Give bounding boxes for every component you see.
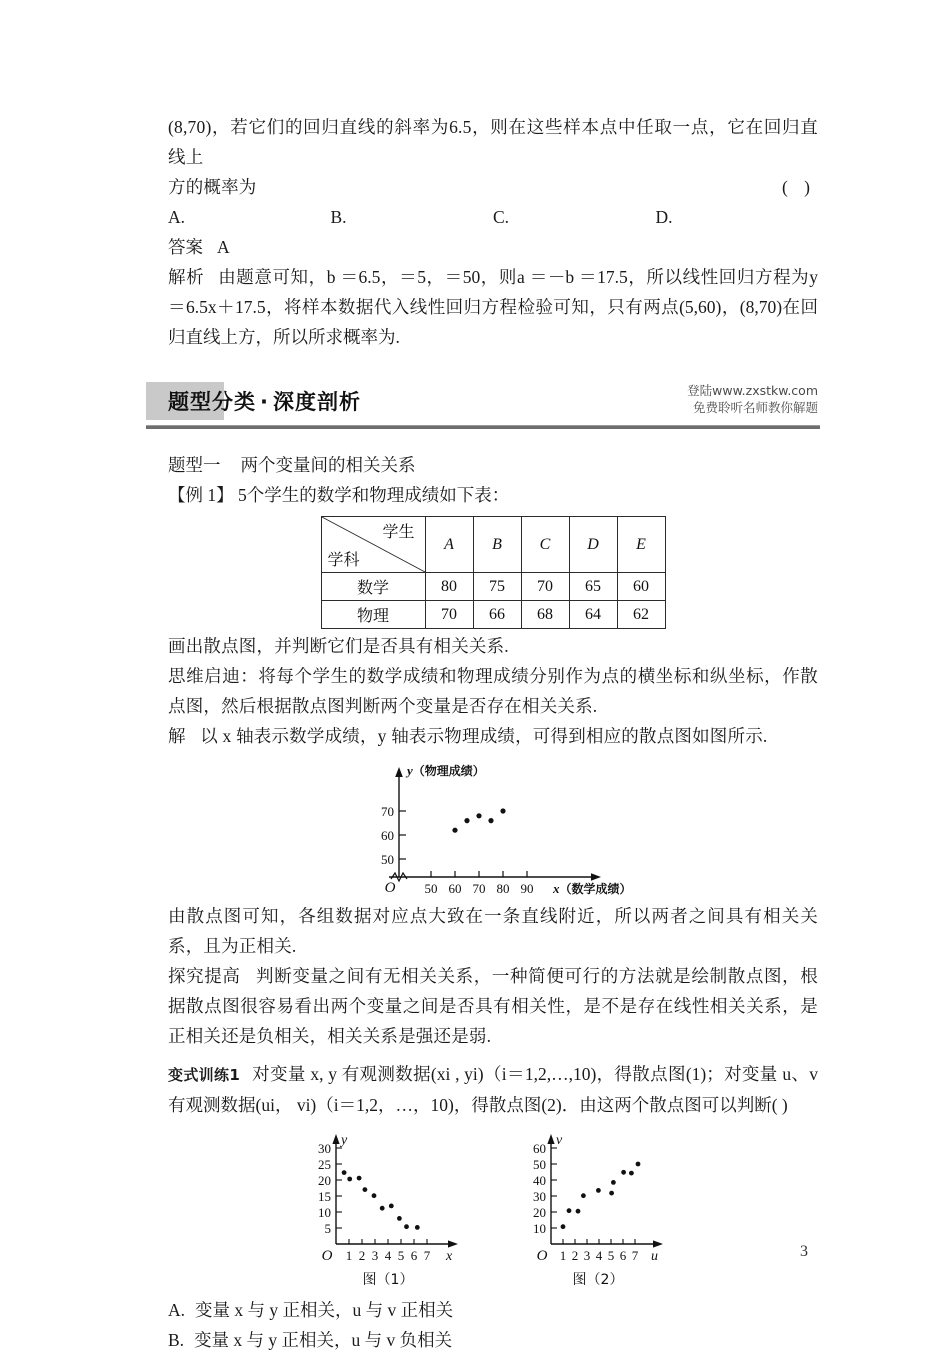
figure-scores-scatter (168, 759, 818, 899)
table-cell-phys-b: 66 (473, 601, 521, 629)
data-point (621, 1170, 626, 1175)
thinking-hint-label: 思维启迪： (168, 666, 259, 686)
solution-line (168, 721, 818, 751)
table-row-label-physics: 物理 (321, 601, 425, 629)
xtick-7: 7 (631, 1248, 639, 1263)
variant-training-tag: 变式训练1 (168, 1066, 240, 1084)
origin-label: O (321, 1248, 333, 1264)
option-a[interactable]: A. (168, 207, 186, 227)
option-d[interactable]: D. (655, 207, 673, 227)
table-cell-math-c: 70 (521, 573, 569, 601)
question-stem-line2 (168, 172, 818, 202)
banner-title-sub: 深度剖析 (272, 390, 361, 414)
table-row (321, 573, 665, 601)
xtick-7: 7 (423, 1248, 431, 1263)
data-point (609, 1191, 614, 1196)
data-point (636, 1162, 641, 1167)
table-col-header-4: E (617, 517, 665, 573)
table-corner-cell (321, 517, 425, 573)
table-col-header-1: B (473, 517, 521, 573)
xtick-4: 4 (595, 1248, 603, 1263)
option-c[interactable]: C. (493, 207, 510, 227)
data-point (464, 818, 469, 823)
data-point (397, 1216, 402, 1221)
ytick-20: 20 (533, 1205, 546, 1220)
xtick-90: 90 (520, 881, 534, 896)
table-col-header-0: A (425, 517, 473, 573)
data-point (372, 1193, 377, 1198)
table-corner-bottom-left: 学科 (327, 552, 360, 569)
x-axis-title: x（数学成绩） (553, 881, 632, 896)
table-row (321, 601, 665, 629)
ytick-50: 50 (533, 1157, 546, 1172)
xtick-3: 3 (583, 1248, 591, 1263)
page-content (168, 112, 818, 1355)
table-cell-math-e: 60 (617, 573, 665, 601)
example-text: 5个学生的数学和物理成绩如下表： (238, 485, 510, 505)
ytick-25: 25 (318, 1157, 331, 1172)
variant-choices (168, 1295, 818, 1355)
xtick-5: 5 (607, 1248, 615, 1263)
watermark (687, 382, 818, 416)
table-col-header-3: D (569, 517, 617, 573)
xtick-70: 70 (472, 881, 486, 896)
example-label: 【例 1】 (168, 485, 234, 505)
ytick-10: 10 (318, 1205, 331, 1220)
data-point (347, 1177, 352, 1182)
data-point (488, 818, 493, 823)
ytick-5: 5 (324, 1221, 331, 1236)
question-stem-line2-text: 方的概率为 (168, 177, 257, 197)
ytick-50: 50 (381, 852, 394, 867)
explore-text: 判断变量之间有无相关关系，一种简便可行的方法就是绘制散点图，根据散点图很容易看出两个变量之间是否具有相关性，是不是存在线性相关关系，是正相关还是负相关，相关关系是强还是弱. (168, 966, 819, 1046)
origin-label: O (384, 880, 396, 896)
ytick-20: 20 (318, 1173, 331, 1188)
topic-label: 题型一 (168, 455, 221, 475)
xtick-60: 60 (448, 881, 462, 896)
figure-1-caption: 图（1） (362, 1272, 414, 1288)
xtick-2: 2 (358, 1248, 366, 1263)
scatter-points (452, 808, 505, 832)
variant-choice-b-key: B. (168, 1330, 185, 1350)
variant-choice-a-key: A. (168, 1300, 186, 1320)
table-corner-top-right: 学生 (382, 524, 415, 541)
data-point (500, 808, 505, 813)
question-stem-line1: (8,70)，若它们的回归直线的斜率为6.5，则在这些样本点中任取一点，它在回归直线上 (168, 117, 818, 167)
xtick-50: 50 (424, 881, 438, 896)
data-point (561, 1224, 566, 1229)
analysis-label: 解析 (168, 267, 205, 287)
variant-choice-b[interactable] (168, 1325, 818, 1355)
xtick-6: 6 (619, 1248, 627, 1263)
explore-label: 探究提高 (168, 966, 241, 986)
answer-brackets: ( ) (781, 177, 816, 197)
page-number: 3 (800, 1243, 808, 1260)
answer-value: A (217, 237, 230, 257)
table-cell-math-b: 75 (473, 573, 521, 601)
solution-text: 以 x 轴表示数学成绩，y 轴表示物理成绩，可得到相应的散点图如图所示. (200, 726, 768, 746)
xtick-1: 1 (559, 1248, 567, 1263)
xtick-2: 2 (571, 1248, 579, 1263)
ytick-60: 60 (533, 1141, 546, 1156)
question-stem (168, 112, 818, 202)
ytick-30: 30 (533, 1189, 546, 1204)
data-point (567, 1208, 572, 1213)
banner-divider (146, 425, 820, 429)
scatter-fig1-svg (278, 1124, 478, 1289)
example-lead (168, 480, 818, 510)
banner-title (168, 386, 361, 416)
table-cell-phys-e: 62 (617, 601, 665, 629)
variant-training-block (168, 1059, 818, 1120)
data-point (576, 1209, 581, 1214)
analysis-text: 由题意可知，b ＝6.5，＝5，＝50，则a ＝－b ＝17.5，所以线性回归方程为y ＝6.5x＋17.5，将样本数据代入线性回归方程检验可知，只有两点(5,60)，(8,70)在回归直线上方，所以所求概率为. (168, 267, 819, 347)
data-point (581, 1193, 586, 1198)
data-point (389, 1204, 394, 1209)
ytick-10: 10 (533, 1221, 546, 1236)
origin-label: O (536, 1248, 548, 1264)
scatter-points (561, 1162, 641, 1230)
data-point (596, 1188, 601, 1193)
section-banner (168, 382, 818, 434)
data-point (380, 1206, 385, 1211)
figures-pair (168, 1124, 818, 1289)
x-axis-label: x (446, 1249, 453, 1264)
xtick-5: 5 (397, 1248, 405, 1263)
data-point (629, 1171, 634, 1176)
variant-choice-a[interactable] (168, 1295, 818, 1325)
table-cell-phys-c: 68 (521, 601, 569, 629)
banner-title-dot: · (260, 390, 269, 414)
answer-label: 答案 (168, 237, 203, 257)
data-point (611, 1180, 616, 1185)
y-axis-label: y (341, 1133, 348, 1148)
topic-heading (168, 450, 818, 480)
option-b[interactable]: B. (330, 207, 347, 227)
variant-training-text: 对变量 x, y 有观测数据(xi , yi)（i＝1,2,…,10)，得散点图(1)；对变量 u、v 有观测数据(ui， vi)（i＝1,2，…，10)，得散点图(2)．由这两个散点图可以判断( ) (168, 1064, 818, 1115)
banner-title-main: 题型分类 (168, 390, 256, 414)
thinking-hint (168, 661, 818, 721)
scores-table-wrap (168, 516, 818, 629)
analysis-block (168, 262, 818, 352)
table-col-header-2: C (521, 517, 569, 573)
scatter-points (342, 1170, 420, 1230)
table-cell-phys-d: 64 (569, 601, 617, 629)
xtick-6: 6 (410, 1248, 418, 1263)
table-cell-phys-a: 70 (425, 601, 473, 629)
scores-table (321, 516, 666, 629)
data-point (357, 1176, 362, 1181)
watermark-line-2: 免费聆听名师教你解题 (692, 400, 818, 415)
data-point (342, 1170, 347, 1175)
data-point (476, 813, 481, 818)
solution-label: 解 (168, 726, 186, 746)
thinking-hint-text: 将每个学生的数学成绩和物理成绩分别作为点的横坐标和纵坐标，作散点图，然后根据散点图判断两个变量是否存在相关关系. (168, 666, 818, 716)
data-point (363, 1187, 368, 1192)
data-point (452, 828, 457, 833)
y-axis-title: y（物理成绩） (407, 763, 485, 778)
x-axis-label: u (651, 1249, 658, 1264)
xtick-80: 80 (496, 881, 510, 896)
option-row (168, 202, 818, 232)
ytick-60: 60 (381, 828, 394, 843)
explore-block (168, 961, 818, 1051)
table-header-row (321, 517, 665, 573)
scatter-fig2-svg (493, 1124, 693, 1289)
ytick-40: 40 (533, 1173, 546, 1188)
figure-2-caption: 图（2） (572, 1272, 624, 1288)
topic-title: 两个变量间的相关关系 (240, 455, 416, 475)
variant-choice-a-text: 变量 x 与 y 正相关，u 与 v 正相关 (195, 1300, 454, 1320)
y-axis-label: v (556, 1133, 563, 1148)
conclusion-text: 由散点图可知，各组数据对应点大致在一条直线附近，所以两者之间具有相关关系，且为正相关. (168, 906, 818, 956)
variant-choice-b-text: 变量 x 与 y 正相关，u 与 v 负相关 (194, 1330, 453, 1350)
table-row-label-math: 数学 (321, 573, 425, 601)
ytick-70: 70 (381, 804, 394, 819)
ytick-30: 30 (318, 1141, 331, 1156)
xtick-4: 4 (384, 1248, 392, 1263)
table-cell-math-d: 65 (569, 573, 617, 601)
ytick-15: 15 (318, 1189, 331, 1204)
xtick-1: 1 (345, 1248, 353, 1263)
data-point (415, 1225, 420, 1230)
scatter-scores-svg (343, 759, 643, 899)
xtick-3: 3 (371, 1248, 379, 1263)
table-cell-math-a: 80 (425, 573, 473, 601)
data-point (404, 1224, 409, 1229)
draw-instruction: 画出散点图，并判断它们是否具有相关关系. (168, 636, 509, 656)
answer-row (168, 232, 818, 262)
watermark-line-1: 登陆www.zxstkw.com (687, 383, 818, 398)
